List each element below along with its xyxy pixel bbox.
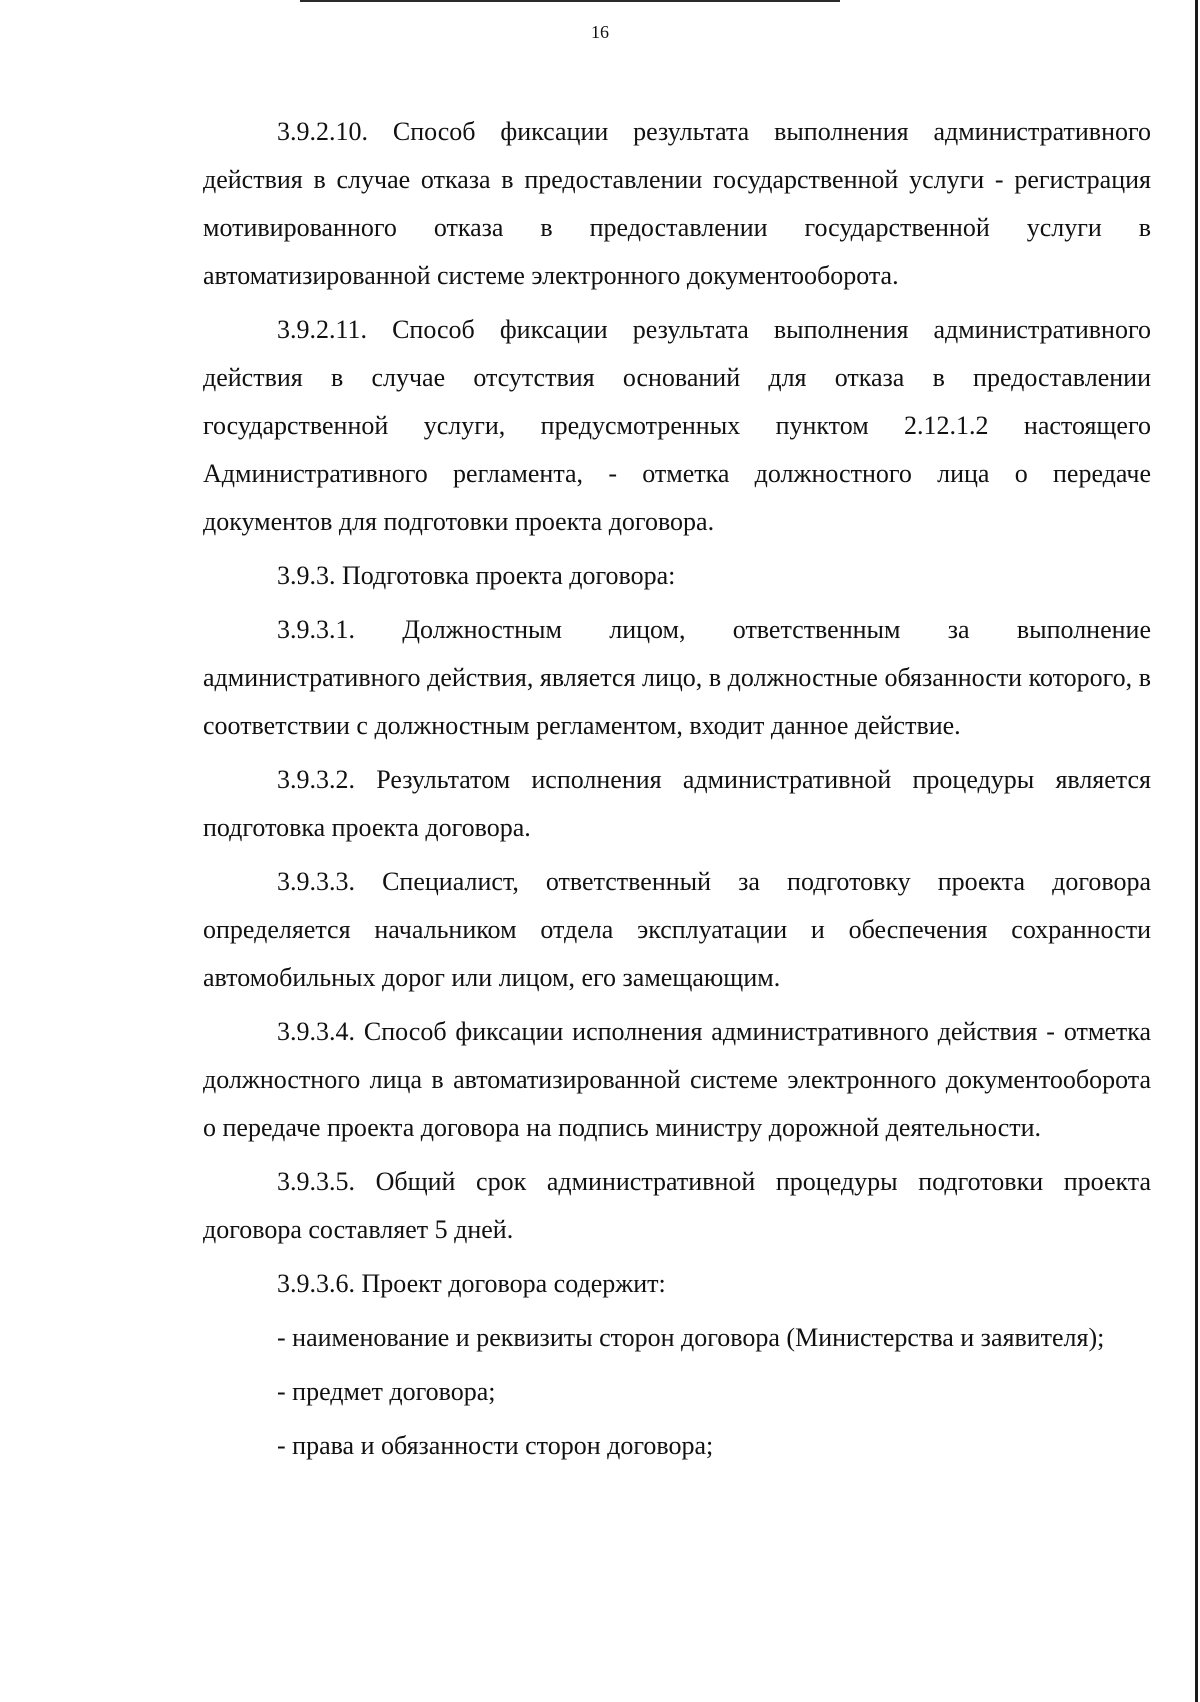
page-number: 16 xyxy=(591,22,609,42)
list-item-parties: - наименование и реквизиты сторон договора (Министерства и заявителя); xyxy=(277,1323,1105,1352)
scan-top-edge xyxy=(300,0,840,2)
list-item-rights: - права и обязанности сторон договора; xyxy=(277,1431,714,1460)
paragraph-3-9-2-10: 3.9.2.10. Способ фиксации результата выполнения административного действия в случае отказа в предоставлении государственной услуги - регистрация мотивированного отказа в предоставлении государственной услуги в автоматизированной системе электронного документооборота. xyxy=(203,117,1151,290)
heading-3-9-3: 3.9.3. Подготовка проекта договора: xyxy=(277,561,676,590)
document-body xyxy=(203,108,1151,1476)
list-item-subject: - предмет договора; xyxy=(277,1377,496,1406)
paragraph-3-9-3-2: 3.9.3.2. Результатом исполнения административной процедуры является подготовка проекта договора. xyxy=(203,765,1151,842)
paragraph-3-9-3-3: 3.9.3.3. Специалист, ответственный за подготовку проекта договора определяется начальником отдела эксплуатации и обеспечения сохранности автомобильных дорог или лицом, его замещающим. xyxy=(203,867,1151,992)
paragraph-3-9-3-5: 3.9.3.5. Общий срок административной процедуры подготовки проекта договора составляет 5 дней. xyxy=(203,1167,1151,1244)
paragraph-3-9-3-1: 3.9.3.1. Должностным лицом, ответственным за выполнение административного действия, является лицо, в должностные обязанности которого, в соответствии с должностным регламентом, входит данное действие. xyxy=(203,615,1151,740)
scan-right-edge xyxy=(1195,0,1198,1702)
paragraph-3-9-3-4: 3.9.3.4. Способ фиксации исполнения административного действия - отметка должностного лица в автоматизированной системе электронного документооборота о передаче проекта договора на подпись министру дорожной деятельности. xyxy=(203,1017,1151,1142)
paragraph-3-9-2-11: 3.9.2.11. Способ фиксации результата выполнения административного действия в случае отсутствия оснований для отказа в предоставлении государственной услуги, предусмотренных пунктом 2.12.1.2 настоящего Административного регламента, - отметка должностного лица о передаче документов для подготовки проекта договора. xyxy=(203,315,1151,536)
paragraph-3-9-3-6: 3.9.3.6. Проект договора содержит: xyxy=(277,1269,666,1298)
